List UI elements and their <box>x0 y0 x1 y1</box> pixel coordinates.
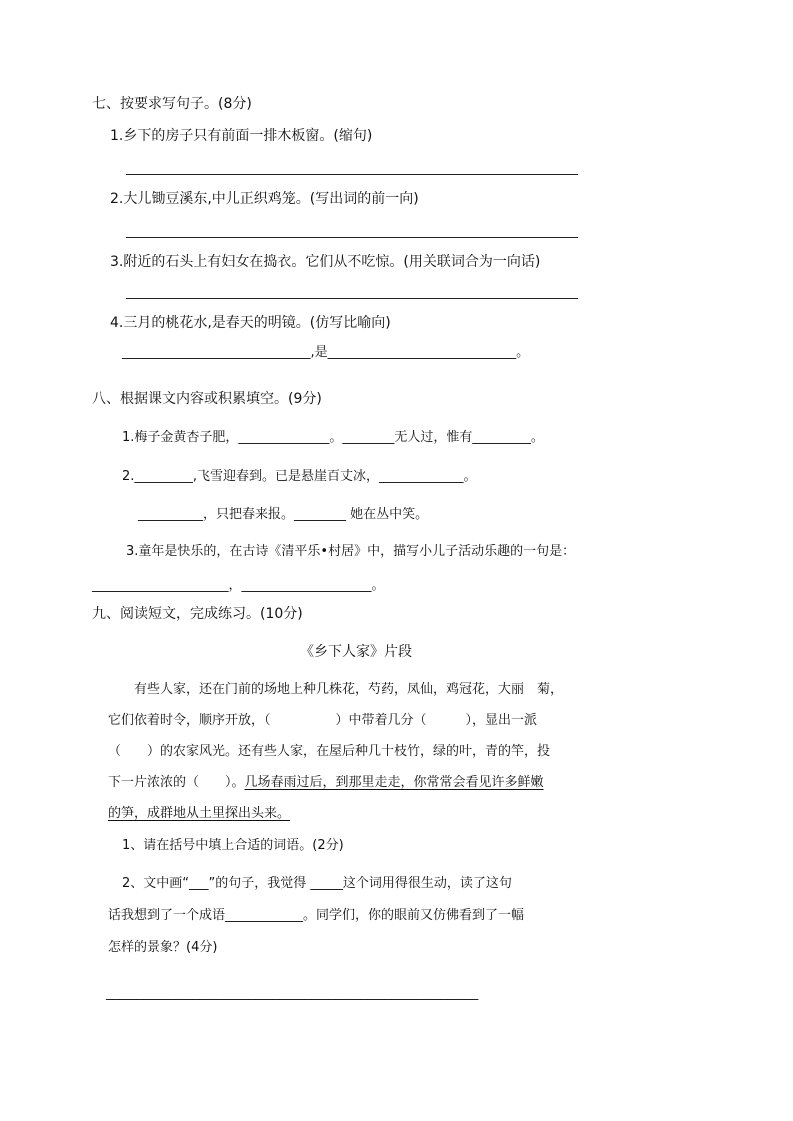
answer-blank-7-4a[interactable]: _____________________________ <box>122 345 311 360</box>
underlined-sentence-part-2: 的笋，成群地从土里探出头来。 <box>108 806 291 821</box>
section-9-question-1: 1、请在括号中填上合适的词语。(2分) <box>122 838 344 853</box>
passage-title: 《乡下人家》片段 <box>300 644 412 660</box>
section-7-question-1: 1.乡下的房子只有前面一排木板窗。(缩句) <box>110 128 373 144</box>
passage-line-3[interactable]: （ ）的农家风光。还有些人家，在屋后种几十枝竹，绿的叶，青的竿，投 <box>108 744 551 759</box>
section-8-heading: 八、根据课文内容或积累填空。(9分) <box>92 391 322 407</box>
passage-line-5 <box>108 804 290 824</box>
section-9-question-2b[interactable]: 话我想到了一个成语____________。同学们，你的眼前又仿佛看到了一幅 <box>108 908 525 923</box>
section-9-answer-line[interactable]: ____________________________________________________________ <box>106 986 479 1001</box>
answer-line-7-2[interactable] <box>126 237 578 238</box>
section-7-question-2: 2.大儿锄豆溪东,中儿正织鸡笼。(写出词的前一向) <box>110 191 419 207</box>
section-7-q4-answer-row <box>122 343 529 363</box>
passage-line-2[interactable]: 它们依着时令，顺序开放，（ ）中带着几分（ ），显出一派 <box>108 713 538 728</box>
underlined-sentence-part-1: 几场春雨过后，到那里走走，你常常会看见许多鲜嫩 <box>244 775 544 790</box>
section-8-question-2b[interactable]: __________，只把春来报。________ 她在丛中笑。 <box>138 507 429 522</box>
section-8-question-2a[interactable]: 2._________,飞雪迎春到。已是悬崖百丈冰，_____________。 <box>122 469 477 484</box>
answer-line-7-3[interactable] <box>126 298 578 299</box>
answer-line-7-1[interactable] <box>126 174 578 175</box>
section-7-question-3: 3.附近的石头上有妇女在捣衣。它们从不吃惊。(用关联词合为一向话) <box>110 254 541 270</box>
section-9-question-2c: 怎样的景象？(4分) <box>108 940 218 955</box>
passage-line-4 <box>108 773 544 793</box>
section-7-heading: 七、按要求写句子。(8分) <box>92 96 252 112</box>
q4-period: 。 <box>516 345 530 360</box>
passage-line-1: 有些人家，还在门前的场地上种几株花，芍药，凤仙，鸡冠花，大丽 菊， <box>134 682 564 697</box>
q4-connector: ,是 <box>310 345 328 360</box>
section-7-question-4: 4.三月的桃花水,是春天的明镜。(仿写比喻向) <box>110 315 391 331</box>
passage-line-4-start[interactable]: 下一片浓浓的（ ）。 <box>108 775 245 790</box>
section-9-question-2a[interactable]: 2、文中画“___”的句子，我觉得 _____这个词用得很生动，读了这句 <box>122 876 512 891</box>
section-8-question-3a: 3.童年是快乐的，在古诗《清平乐•村居》中，描写小儿子活动乐趣的一句是： <box>126 544 576 559</box>
answer-blank-7-4b[interactable]: _____________________________ <box>327 345 517 360</box>
section-8-question-1[interactable]: 1.梅子金黄杏子肥，______________。________无人过，惟有_________。 <box>122 430 544 445</box>
section-9-heading: 九、阅读短文，完成练习。(10分) <box>92 606 303 622</box>
section-8-question-3b[interactable]: _____________________，____________________。 <box>92 578 385 593</box>
